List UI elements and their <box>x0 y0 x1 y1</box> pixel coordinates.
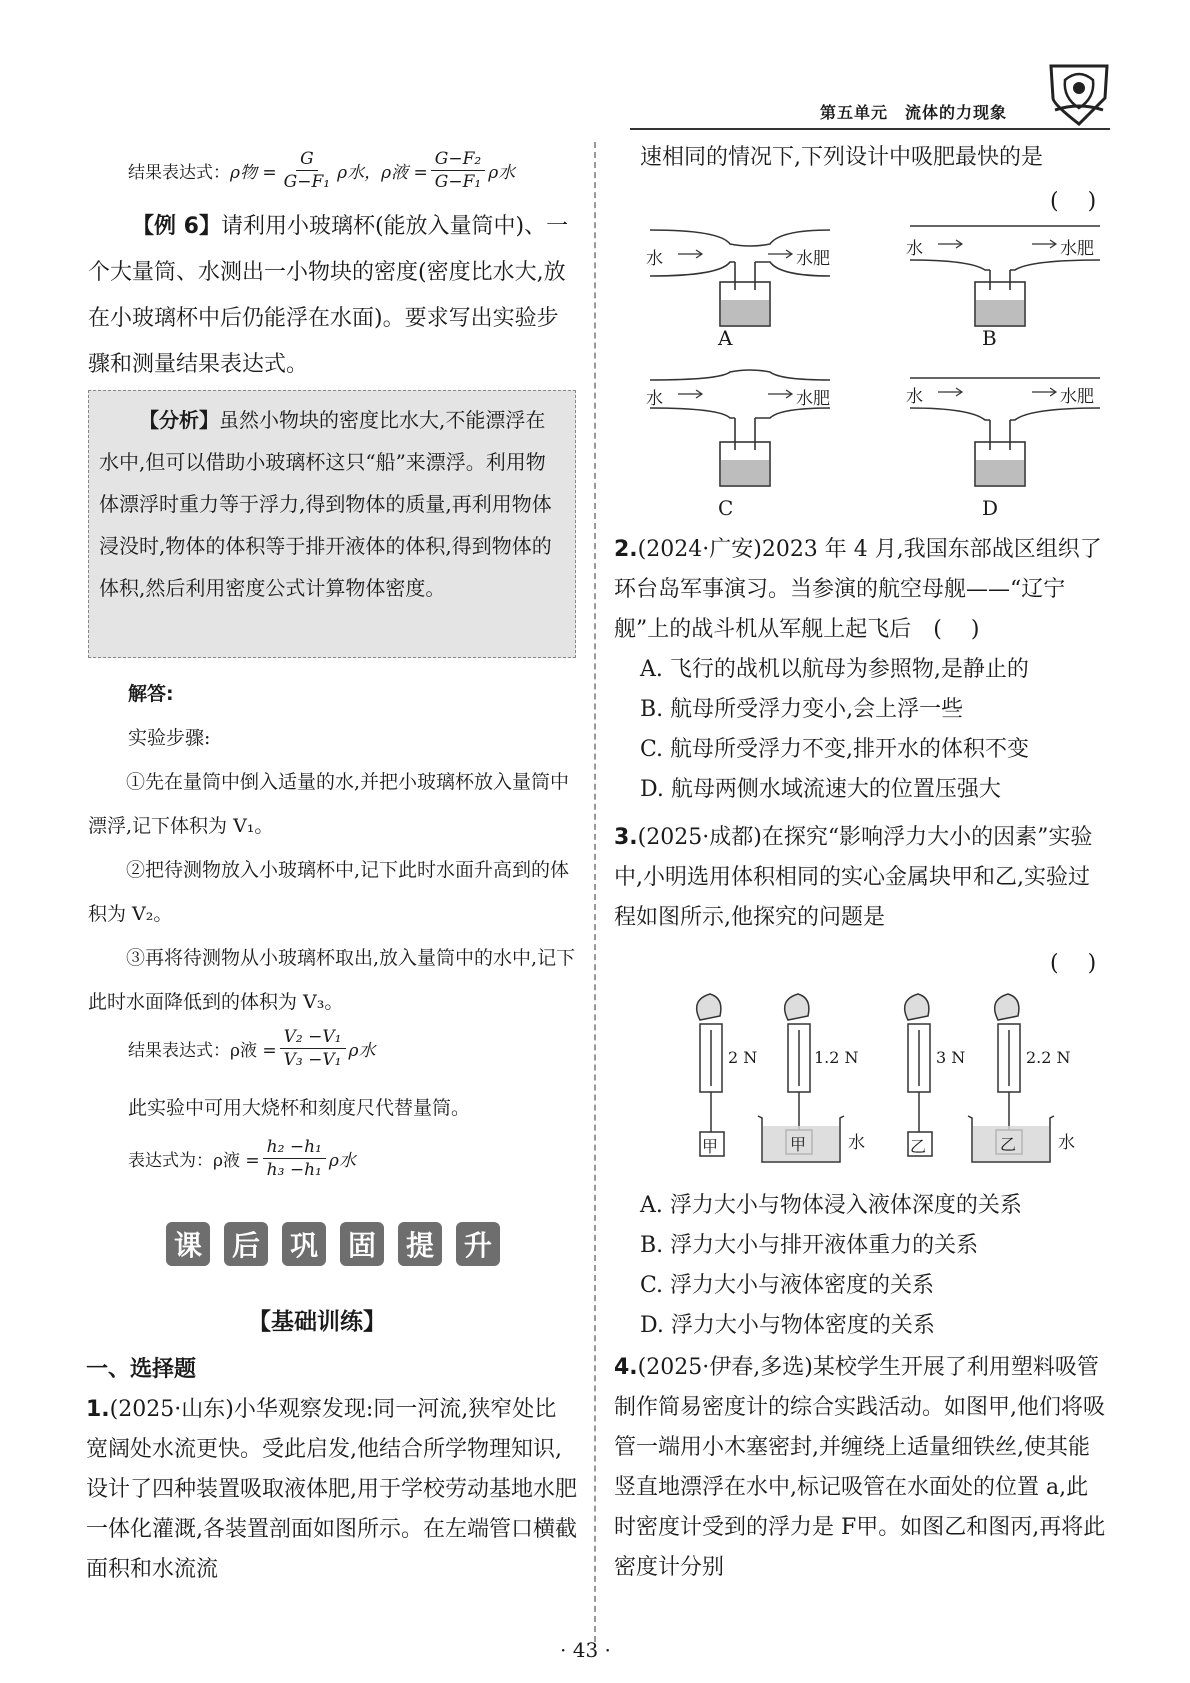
block-yi-label: 乙 <box>910 1137 927 1156</box>
analysis-box <box>88 390 576 658</box>
option-c: C. 航母所受浮力不变,排开水的体积不变 <box>640 737 1030 762</box>
answer-paren: ( ) <box>933 617 980 642</box>
result-formula-2: 结果表达式：ρ液 = $\frac{\text{V₂ −V₁}}{\text{V₃ −V₁}}$ ρ水 <box>128 1027 376 1070</box>
fig-label-b: B <box>982 326 997 350</box>
fig-fert-label: 水肥 <box>796 389 830 409</box>
section-banner <box>166 1222 500 1266</box>
alt-method-text: 此实验中可用大烧杯和刻度尺代替量筒。 <box>128 1097 471 1119</box>
step-3: ③再将待测物从小玻璃杯取出,放入量筒中的水中,记下此时水面降低到的体积为 V₃。 <box>88 947 576 1013</box>
school-crest-icon <box>1045 58 1113 126</box>
question-text: (2025·成都)在探究“影响浮力大小的因素”实验中,小明选用体积相同的实心金属块甲和乙,实验过程如图所示,他探究的问题是 <box>614 825 1093 930</box>
column-divider <box>594 142 596 1642</box>
scale-reading: 2 N <box>728 1048 758 1067</box>
block-yi-label: 乙 <box>1000 1135 1017 1154</box>
banner-char: 提 <box>398 1222 442 1266</box>
water-label: 水 <box>1058 1133 1075 1153</box>
question-text: (2024·广安)2023 年 4 月,我国东部战区组织了环台岛军事演习。当参演的航空母舰——“辽宁舰”上的战斗机从军舰上起飞后 <box>614 537 1102 642</box>
example-6 <box>88 204 578 388</box>
option-a: A. 飞行的战机以航母为参照物,是静止的 <box>640 657 1029 682</box>
banner-char: 固 <box>340 1222 384 1266</box>
block-jia-label: 甲 <box>702 1137 719 1156</box>
page-number: · 43 · <box>560 1638 611 1662</box>
example-text: 请利用小玻璃杯(能放入量筒中)、一个大量筒、水测出一小物块的密度(密度比水大,放在小玻璃杯中后仍能浮在水面)。要求写出实验步骤和测量结果表达式。 <box>88 214 569 377</box>
option-a: A. 浮力大小与物体浸入液体深度的关系 <box>640 1193 1022 1218</box>
fig-fert-label: 水肥 <box>1060 239 1094 259</box>
answer-paren: ( ) <box>1050 189 1097 214</box>
fig-water-label: 水 <box>646 389 663 409</box>
steps-label: 实验步骤: <box>128 727 211 749</box>
question-1-continued: 速相同的情况下,下列设计中吸肥最快的是 <box>640 145 1043 170</box>
block-jia-label: 甲 <box>790 1135 807 1154</box>
fig-label-c: C <box>718 496 734 520</box>
section-title: 一、选择题 <box>86 1357 197 1382</box>
scale-reading: 2.2 N <box>1026 1048 1071 1067</box>
analysis-label: 【分析】 <box>139 408 219 432</box>
unit-title: 第五单元 流体的力现象 <box>820 103 1008 122</box>
pipe-diagrams <box>640 220 1110 530</box>
question-number: 3. <box>614 825 638 850</box>
question-3 <box>614 818 1110 938</box>
fig-water-label: 水 <box>646 249 663 269</box>
option-b: B. 航母所受浮力变小,会上浮一些 <box>640 697 964 722</box>
result-formula-1: 结果表达式： ρ物 = $\frac{G}{\text{G−F₁}}$ ρ水 ，ρ液 = $\frac{\text{G−F₂}}{\text{G−F₁}}$ ρ水 <box>128 149 516 192</box>
scale-reading: 3 N <box>936 1048 966 1067</box>
scale-reading: 1.2 N <box>814 1048 859 1067</box>
answer-label: 解答: <box>128 683 174 705</box>
fig-fert-label: 水肥 <box>796 249 830 269</box>
banner-char: 升 <box>456 1222 500 1266</box>
step-2: ②把待测物放入小玻璃杯中,记下此时水面升高到的体积为 V₂。 <box>88 859 570 925</box>
header-rule <box>630 128 1110 130</box>
q3-options <box>640 1186 1110 1346</box>
option-d: D. 航母两侧水域流速大的位置压强大 <box>640 777 1001 802</box>
question-number: 1. <box>86 1397 110 1422</box>
answer-paren: ( ) <box>1050 951 1097 976</box>
subsection-title: 【基础训练】 <box>248 1309 386 1335</box>
spring-scale-experiment <box>680 990 1100 1170</box>
step-1: ①先在量筒中倒入适量的水,并把小玻璃杯放入量筒中漂浮,记下体积为 V₁。 <box>88 771 570 837</box>
banner-char: 巩 <box>282 1222 326 1266</box>
option-list <box>614 650 1110 810</box>
question-text: (2025·伊春,多选)某校学生开展了利用塑料吸管制作简易密度计的综合实践活动。如图甲,他们将吸管一端用小木塞密封,并缠绕上适量细铁丝,使其能竖直地漂浮在水中,标记吸管在水面处的位置 a,此时密度计受到的浮力是 F甲。如图乙和图丙,再将此密度计分别 <box>614 1355 1106 1580</box>
option-b: B. 浮力大小与排开液体重力的关系 <box>640 1233 979 1258</box>
question-text: (2025·山东)小华观察发现:同一河流,狭窄处比宽阔处水流更快。受此启发,他结合所学物理知识,设计了四种装置吸取液体肥,用于学校劳动基地水肥一体化灌溉,各装置剖面如图所示。在左端管口横截面积和水流流 <box>86 1397 577 1582</box>
option-c: C. 浮力大小与液体密度的关系 <box>640 1273 935 1298</box>
water-label: 水 <box>848 1133 865 1153</box>
fig-label-d: D <box>982 496 999 520</box>
fig-label-a: A <box>718 326 733 350</box>
question-2 <box>614 530 1110 810</box>
analysis-text: 虽然小物块的密度比水大,不能漂浮在水中,但可以借助小玻璃杯这只“船”来漂浮。利用物体漂浮时重力等于浮力,得到物体的质量,再利用物体浸没时,物体的体积等于排开液体的体积,得到物体的体积,然后利用密度公式计算物体密度。 <box>99 408 552 600</box>
answer-block <box>88 672 578 1024</box>
result-formula-3: 表达式为：ρ液 = $\frac{\text{h₂ −h₁}}{\text{h₃ −h₁}}$ ρ水 <box>128 1137 356 1180</box>
question-4 <box>614 1348 1110 1588</box>
fig-fert-label: 水肥 <box>1060 387 1094 407</box>
option-d: D. 浮力大小与物体密度的关系 <box>640 1313 935 1338</box>
fig-water-label: 水 <box>906 239 923 259</box>
question-number: 4. <box>614 1355 638 1380</box>
question-number: 2. <box>614 537 638 562</box>
banner-char: 后 <box>224 1222 268 1266</box>
example-label: 【例 6】 <box>132 214 221 239</box>
banner-char: 课 <box>166 1222 210 1266</box>
question-1 <box>86 1390 578 1590</box>
fig-water-label: 水 <box>906 387 923 407</box>
